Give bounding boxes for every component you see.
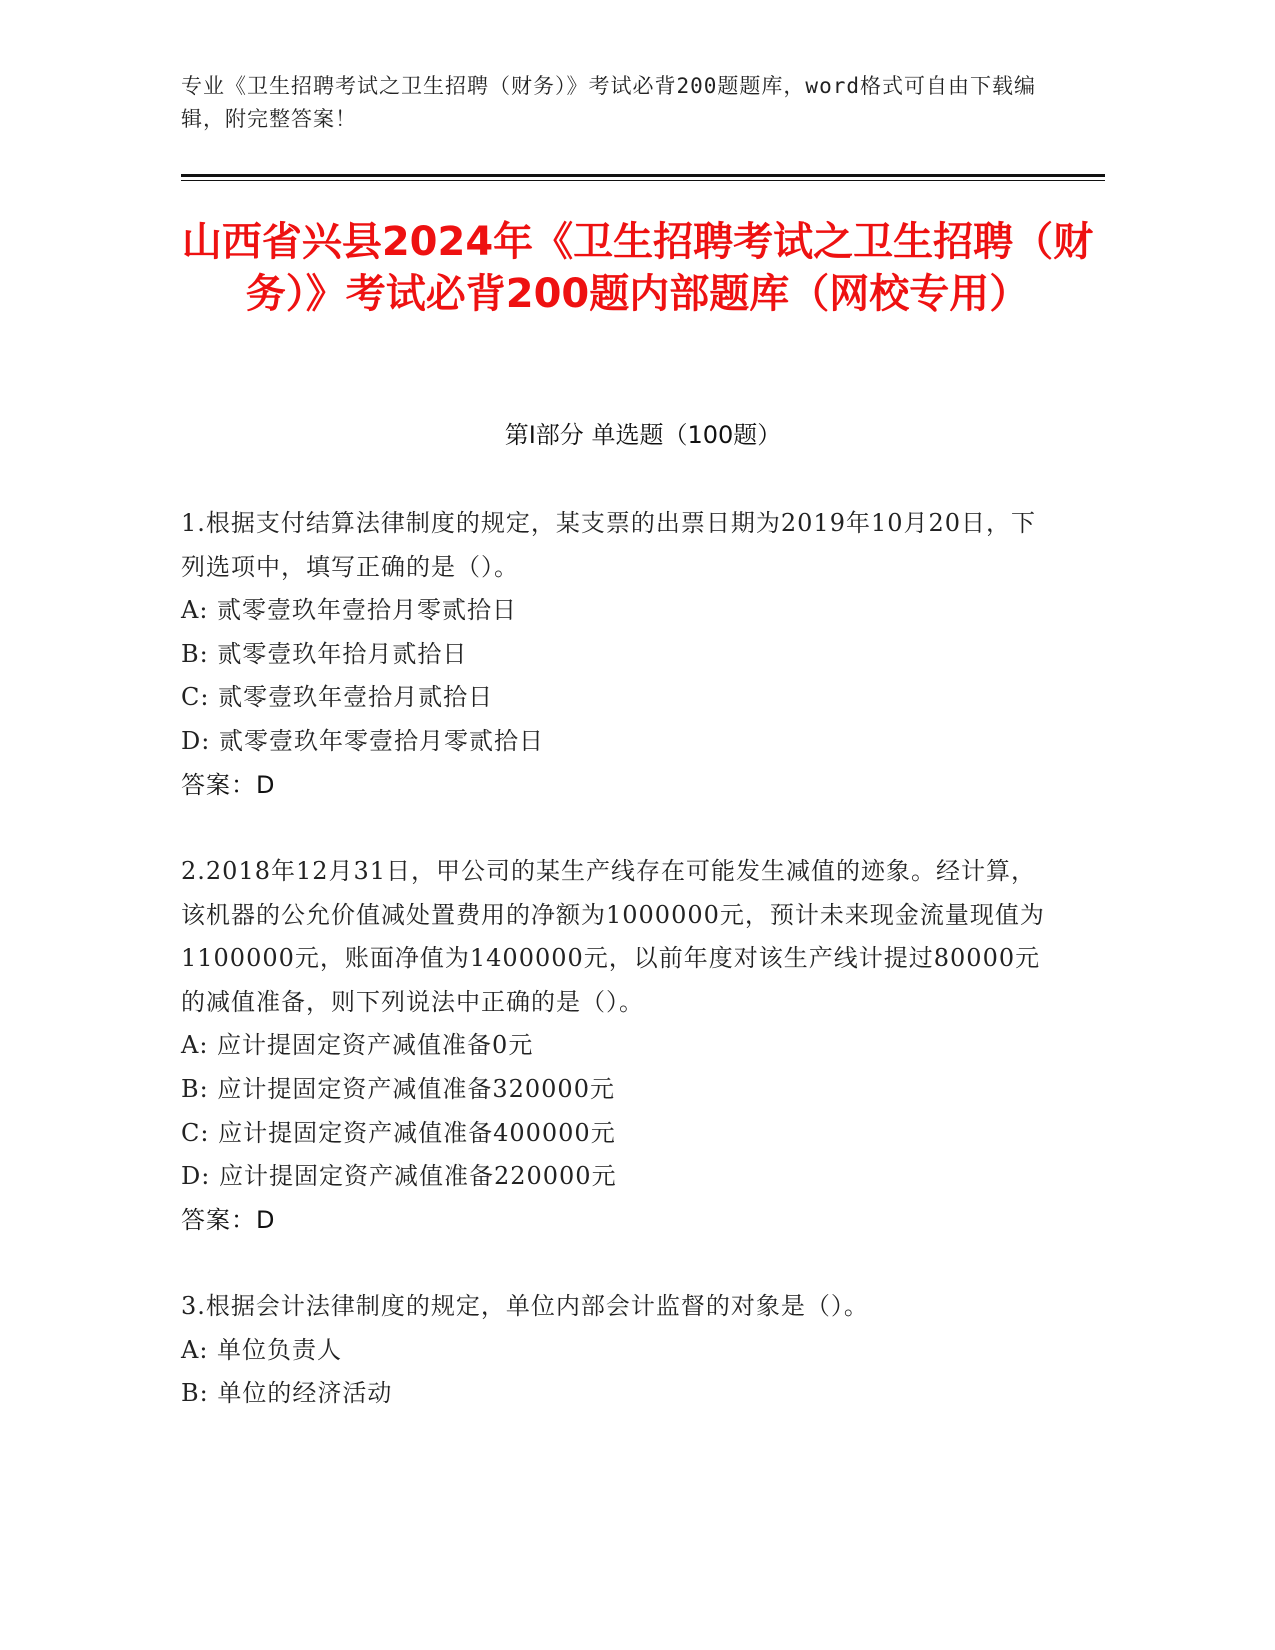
answer: 答案：D (181, 1205, 276, 1234)
option-b: B: 贰零壹玖年拾月贰拾日 (181, 639, 468, 668)
option-c: C: 贰零壹玖年壹拾月贰拾日 (181, 683, 494, 712)
option-d: D: 贰零壹玖年零壹拾月零贰拾日 (181, 726, 544, 755)
option-d: D: 应计提固定资产减值准备220000元 (181, 1162, 617, 1191)
question-1 (181, 502, 1061, 807)
option-c: C: 应计提固定资产减值准备400000元 (181, 1118, 616, 1147)
header-note: 专业《卫生招聘考试之卫生招聘（财务）》考试必背200题题库，word格式可自由下载编辑，附完整答案！ (181, 74, 1036, 131)
question-stem: 2.2018年12月31日，甲公司的某生产线存在可能发生减值的迹象。经计算，该机器的公允价值减处置费用的净额为1000000元，预计未来现金流量现值为1100000元，账面净值为1400000元，以前年度对该生产线计提过80000元的减值准备，则下列说法中正确的是（）。 (181, 857, 1045, 1016)
question-stem: 1.根据支付结算法律制度的规定，某支票的出票日期为2019年10月20日，下列选项中，填写正确的是（）。 (181, 509, 1037, 581)
option-a: A: 单位负责人 (181, 1335, 343, 1364)
option-b: B: 应计提固定资产减值准备320000元 (181, 1074, 615, 1103)
option-b: B: 单位的经济活动 (181, 1379, 393, 1408)
document-title: 山西省兴县2024年《卫生招聘考试之卫生招聘（财务）》考试必背200题内部题库（网校专用） (181, 219, 1094, 317)
option-a: A: 应计提固定资产减值准备0元 (181, 1031, 534, 1060)
section-title: 第I部分 单选题（100题） (504, 421, 782, 449)
option-a: A: 贰零壹玖年壹拾月零贰拾日 (181, 596, 518, 625)
question-stem: 3.根据会计法律制度的规定，单位内部会计监督的对象是（）。 (181, 1292, 869, 1320)
header-divider-thin (181, 180, 1105, 181)
question-2 (181, 850, 1061, 1242)
question-3 (181, 1285, 1061, 1416)
answer: 答案：D (181, 770, 276, 799)
header-divider-thick (181, 174, 1105, 177)
